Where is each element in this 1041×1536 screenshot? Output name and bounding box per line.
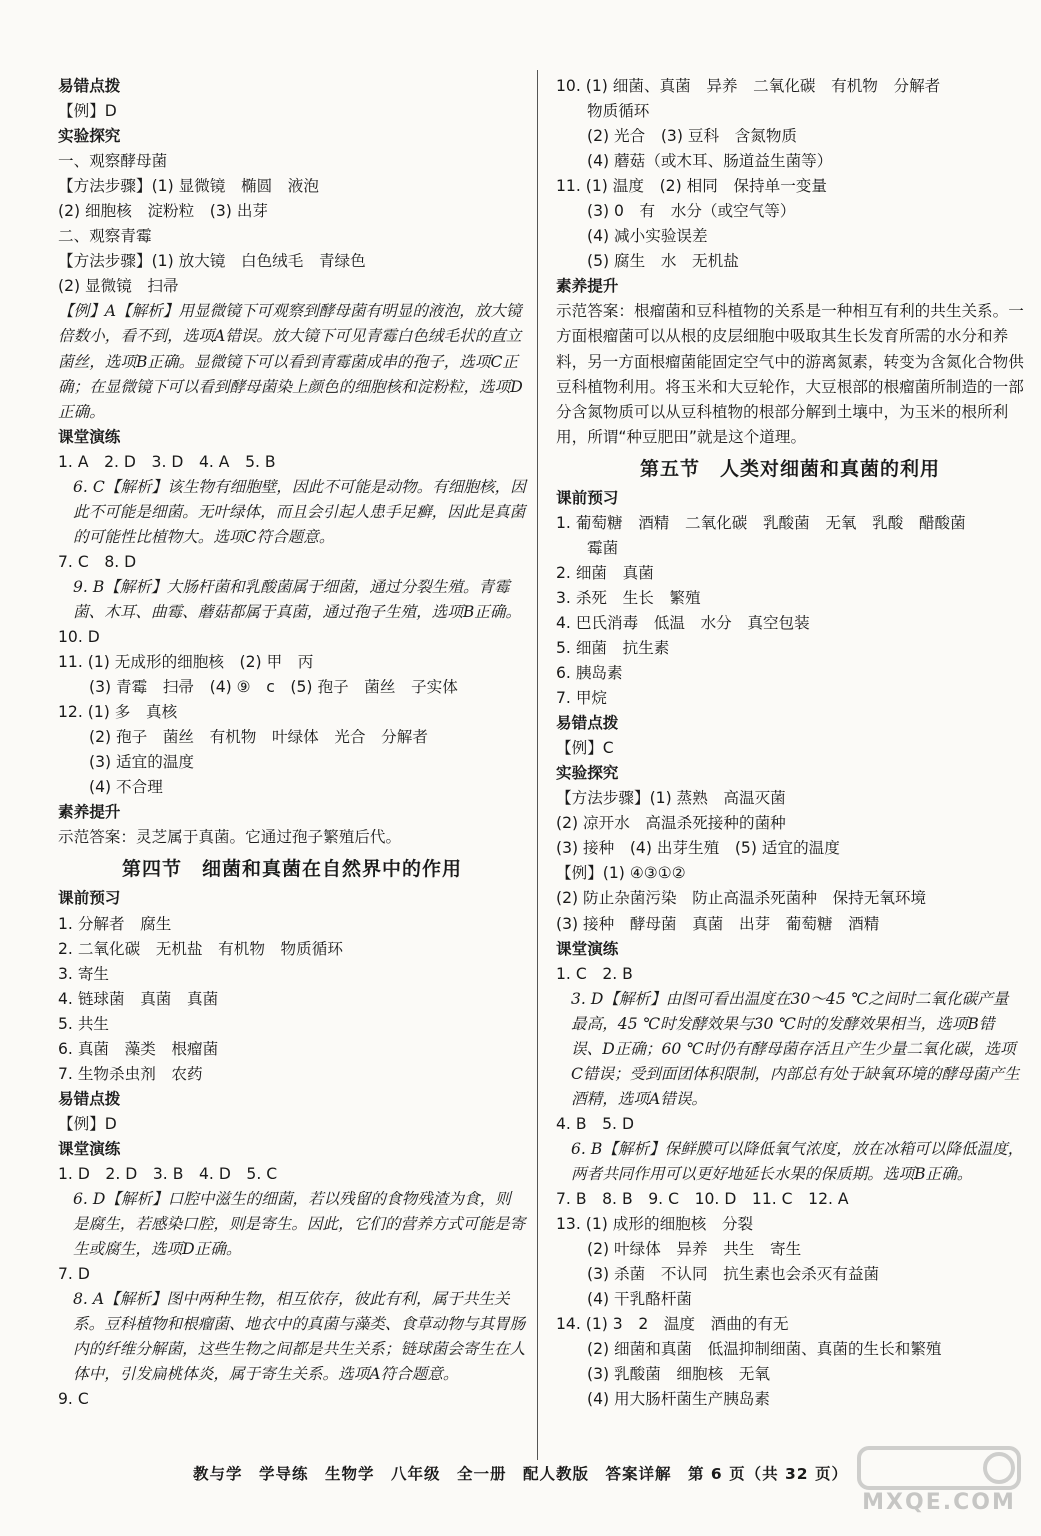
answer-line: 【例】D [58,1114,117,1133]
answer-line: 12. (1) 多 真核 [58,703,178,722]
answer-line: 霉菌 [587,538,619,557]
answer-line: 3. 寄生 [58,964,110,983]
page-footer: 教与学 学导练 生物学 八年级 全一册 配人教版 答案详解 第 6 页（共 32 页） [193,1465,848,1483]
section-heading: 素养提升 [556,277,619,296]
answer-line: 【例】(1) ④③①② [556,864,686,883]
answer-line: (2) 防止杂菌污染 防止高温杀死菌种 保持无氧环境 [556,889,927,908]
answer-line: (4) 不合理 [89,778,163,797]
answer-line: 【方法步骤】(1) 显微镜 椭圆 液泡 [58,177,319,196]
watermark-icon [849,1442,1029,1492]
answer-line: 1. A 2. D 3. D 4. A 5. B [58,452,276,471]
answer-line: 8. A【解析】图中两种生物，相互依存，彼此有利，属于共生关系。豆科植物和根瘤菌、地衣中的真菌与藻类、食草动物与其胃肠内的纤维分解菌，这些生物之间都是共生关系；链球菌会寄生在人体中，引发扁桃体炎，属于寄生关系。选项A符合题意。 [73,1290,526,1384]
answer-line: (2) 显微镜 扫帚 [58,277,179,296]
answer-line: 7. 甲烷 [556,689,608,708]
answer-line: 5. 共生 [58,1014,110,1033]
answer-line: 物质循环 [587,102,650,121]
answer-line: 4. 链球菌 真菌 真菌 [58,989,219,1008]
answer-line: 7. 生物杀虫剂 农药 [58,1064,203,1083]
answer-line: 13. (1) 成形的细胞核 分裂 [556,1215,754,1234]
answer-line: (5) 腐生 水 无机盐 [587,252,739,271]
answer-line: 10. (1) 细菌、真菌 异养 二氧化碳 有机物 分解者 [556,77,941,95]
section-heading: 课堂演练 [58,427,121,446]
answer-line: 7. B 8. B 9. C 10. D 11. C 12. A [556,1190,849,1209]
answer-line: 示范答案：根瘤菌和豆科植物的关系是一种相互有利的共生关系。一方面根瘤菌可以从根的皮层细胞中吸取其生长发育所需的水分和养料，另一方面根瘤菌能固定空气中的游离氮素，转变为含氮化合物供豆科植物利用。将玉米和大豆轮作，大豆根部的根瘤菌所制造的一部分含氮物质可以从豆科植物的根部分解到土壤中，为玉米的根所利用，所谓“种豆肥田”就是这个道理。 [556,302,1024,446]
answer-line: (3) 0 有 水分（或空气等） [587,202,796,221]
answer-line: 9. C [58,1390,89,1409]
answer-line: (4) 干乳酪杆菌 [587,1290,693,1309]
answer-line: 1. C 2. B [556,964,633,983]
answer-line: 1. 葡萄糖 酒精 二氧化碳 乳酸菌 无氧 乳酸 醋酸菌 [556,513,966,532]
answer-line: (3) 乳酸菌 细胞核 无氧 [587,1365,770,1384]
section-heading: 易错点拨 [58,1089,121,1108]
answer-line: 1. D 2. D 3. B 4. D 5. C [58,1164,278,1183]
answer-line: 7. C 8. D [58,552,137,571]
answer-line: 6. 胰岛素 [556,664,623,683]
section-heading: 课前预习 [556,488,619,507]
answer-line: (2) 细胞核 淀粉粒 (3) 出芽 [58,202,269,221]
chapter-title: 第四节 细菌和真菌在自然界中的作用 [121,858,462,881]
answer-line: (4) 蘑菇（或木耳、肠道益生菌等） [587,152,833,171]
watermark-text: MXQE.COM [862,1490,1016,1515]
answer-line: 【例】C [556,739,614,758]
answer-line: (2) 光合 (3) 豆科 含氮物质 [587,127,798,146]
answer-line: (2) 细菌和真菌 低温抑制细菌、真菌的生长和繁殖 [587,1340,942,1359]
answer-line: 9. B【解析】大肠杆菌和乳酸菌属于细菌，通过分裂生殖。青霉菌、木耳、曲霉、蘑菇都属于真菌，通过孢子生殖，选项B正确。 [73,577,522,621]
answer-line: (2) 孢子 菌丝 有机物 叶绿体 光合 分解者 [89,728,428,747]
answer-line: 11. (1) 温度 (2) 相同 保持单一变量 [556,177,827,196]
answer-line: (3) 青霉 扫帚 (4) ⑨ c (5) 孢子 菌丝 子实体 [89,678,458,697]
answer-line: 6. D【解析】口腔中滋生的细菌，若以残留的食物残渣为食，则是腐生，若感染口腔，则是寄生。因此，它们的营养方式可能是寄生或腐生，选项D正确。 [73,1190,526,1259]
answer-line: 一、观察酵母菌 [58,152,168,171]
right-column [556,74,1024,1412]
answer-line: 5. 细菌 抗生素 [556,638,670,657]
answer-line: 【方法步骤】(1) 放大镜 白色绒毛 青绿色 [58,252,366,271]
section-heading: 实验探究 [58,127,121,146]
section-heading: 课前预习 [58,889,121,908]
column-divider [537,70,538,1460]
left-column [58,74,526,1412]
section-heading: 易错点拨 [556,714,619,733]
answer-line: (2) 叶绿体 异养 共生 寄生 [587,1240,802,1259]
answer-line: 11. (1) 无成形的细胞核 (2) 甲 丙 [58,653,314,672]
answer-line: 2. 二氧化碳 无机盐 有机物 物质循环 [58,939,343,958]
answer-line: 4. 巴氏消毒 低温 水分 真空包装 [556,613,810,632]
answer-line: 4. B 5. D [556,1114,634,1133]
answer-line: (3) 适宜的温度 [89,753,195,772]
answer-line: (2) 凉开水 高温杀死接种的菌种 [556,814,786,833]
answer-line: 7. D [58,1265,90,1284]
answer-line: 3. 杀死 生长 繁殖 [556,588,701,607]
answer-line: 6. B【解析】保鲜膜可以降低氧气浓度，放在冰箱可以降低温度，两者共同作用可以更好地延长水果的保质期。选项B正确。 [571,1139,1024,1183]
answer-line: 14. (1) 3 2 温度 酒曲的有无 [556,1315,789,1334]
answer-line: (4) 减小实验误差 [587,227,708,246]
answer-line: 2. 细菌 真菌 [556,563,654,582]
answer-line: 二、观察青霉 [58,227,152,246]
answer-line: (3) 接种 酵母菌 真菌 出芽 葡萄糖 酒精 [556,914,880,933]
answer-line: (3) 杀菌 不认同 抗生素也会杀灭有益菌 [587,1265,880,1284]
answer-line: (4) 用大肠杆菌生产胰岛素 [587,1390,770,1409]
section-heading: 素养提升 [58,803,121,822]
section-heading: 实验探究 [556,764,619,783]
answer-line: 3. D【解析】由图可看出温度在30～45 ℃之间时二氧化碳产量最高，45 ℃时发酵效果与30 ℃时的发酵效果相当，选项B错误、D正确；60 ℃时仍有酵母菌存活且产生少量二氧化碳，选项C错误；受到面团体积限制，内部总有处于缺氧环境的酵母菌产生酒精，选项A错误。 [571,989,1020,1108]
answer-line: 【例】D [58,102,117,121]
answer-line: 6. C【解析】该生物有细胞壁，因此不可能是动物。有细胞核，因此不可能是细菌。无叶绿体，而且会引起人患手足癣，因此是真菌的可能性比植物大。选项C符合题意。 [73,477,526,546]
answer-line: 6. 真菌 藻类 根瘤菌 [58,1039,219,1058]
section-heading: 课堂演练 [556,939,619,958]
answer-line: (3) 接种 (4) 出芽生殖 (5) 适宜的温度 [556,839,840,858]
answer-line: 【例】A【解析】用显微镜下可观察到酵母菌有明显的液泡，放大镜倍数小，看不到，选项A错误。放大镜下可见青霉白色绒毛状的直立菌丝，选项B正确。显微镜下可以看到青霉菌成串的孢子，选项C正确；在显微镜下可以看到酵母菌染上颜色的细胞核和淀粉粒，选项D正确。 [58,302,523,421]
section-heading: 易错点拨 [58,77,121,95]
answer-line: 【方法步骤】(1) 蒸熟 高温灭菌 [556,789,786,808]
answer-line: 10. D [58,628,100,647]
answer-line: 示范答案：灵芝属于真菌。它通过孢子繁殖后代。 [58,828,402,847]
watermark-logo [849,1442,1029,1524]
section-heading: 课堂演练 [58,1139,121,1158]
answer-line: 1. 分解者 腐生 [58,914,172,933]
chapter-title: 第五节 人类对细菌和真菌的利用 [639,457,940,480]
